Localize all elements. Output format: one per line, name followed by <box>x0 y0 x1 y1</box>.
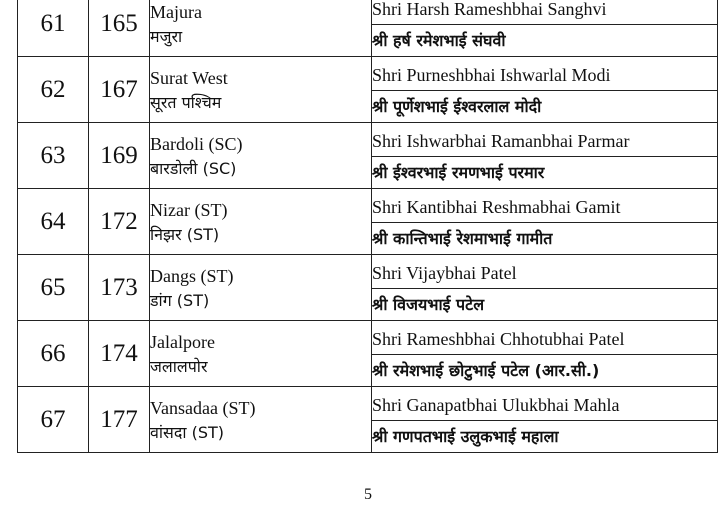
constituency-name-cell <box>150 255 372 321</box>
constituency-name-en: Jalalpore <box>150 331 215 352</box>
candidate-name-en: Shri Kantibhai Reshmabhai Gamit <box>372 196 621 217</box>
candidate-name-hi-cell <box>372 355 718 387</box>
constituency-name-en: Nizar (ST) <box>150 199 228 220</box>
candidate-name-en-cell <box>372 189 718 223</box>
candidate-name-hi: श्री ईश्वरभाई रमणभाई परमार <box>372 162 545 182</box>
constituency-name-cell <box>150 57 372 123</box>
constituency-name-en: Majura <box>150 1 202 22</box>
constituency-name-hi: जलालपोर <box>150 356 208 376</box>
candidate-name-en-cell <box>372 0 718 25</box>
candidate-name-hi: श्री पूर्णेशभाई ईश्वरलाल मोदी <box>372 96 542 116</box>
constituency-name-cell <box>150 0 372 57</box>
candidate-name-hi: श्री कान्तिभाई रेशमाभाई गामीत <box>372 228 553 248</box>
constituency-name-cell <box>150 189 372 255</box>
constituency-number: 173 <box>89 255 150 321</box>
constituency-name-en: Vansadaa (ST) <box>150 397 256 418</box>
serial-number: 61 <box>18 0 89 57</box>
page-number: 5 <box>364 486 372 503</box>
serial-number: 62 <box>18 57 89 123</box>
candidate-table-body <box>18 0 718 453</box>
candidate-name-hi-cell <box>372 421 718 453</box>
candidate-name-en-cell <box>372 321 718 355</box>
candidate-name-en-cell <box>372 123 718 157</box>
serial-number: 66 <box>18 321 89 387</box>
constituency-name-hi: वांसदा (ST) <box>150 422 224 442</box>
constituency-number: 172 <box>89 189 150 255</box>
constituency-name-en: Dangs (ST) <box>150 265 234 286</box>
table-row <box>18 387 718 421</box>
candidate-name-hi-cell <box>372 25 718 57</box>
candidate-name-en: Shri Rameshbhai Chhotubhai Patel <box>372 328 625 349</box>
constituency-name-cell <box>150 387 372 453</box>
candidate-name-en: Shri Harsh Rameshbhai Sanghvi <box>372 0 607 19</box>
candidate-name-en: Shri Vijaybhai Patel <box>372 262 517 283</box>
constituency-name-cell <box>150 321 372 387</box>
candidate-name-en-cell <box>372 387 718 421</box>
constituency-name-hi: सूरत पश्चिम <box>150 92 222 112</box>
constituency-name-hi: बारडोली (SC) <box>150 158 237 178</box>
constituency-name-hi: मजुरा <box>150 26 183 46</box>
candidate-name-hi: श्री रमेशभाई छोटुभाई पटेल (आर.सी.) <box>372 360 600 380</box>
candidate-name-hi: श्री गणपतभाई उलुकभाई महाला <box>372 426 559 446</box>
constituency-name-en: Surat West <box>150 67 228 88</box>
candidate-name-en-cell <box>372 57 718 91</box>
candidate-name-en: Shri Ganapatbhai Ulukbhai Mahla <box>372 394 620 415</box>
candidate-name-hi-cell <box>372 289 718 321</box>
serial-number: 64 <box>18 189 89 255</box>
serial-number: 63 <box>18 123 89 189</box>
table-row <box>18 123 718 157</box>
candidate-name-en: Shri Purneshbhai Ishwarlal Modi <box>372 64 611 85</box>
candidate-name-hi-cell <box>372 157 718 189</box>
serial-number: 65 <box>18 255 89 321</box>
constituency-name-cell <box>150 123 372 189</box>
constituency-name-en: Bardoli (SC) <box>150 133 243 154</box>
candidate-name-hi-cell <box>372 223 718 255</box>
candidate-name-en-cell <box>372 255 718 289</box>
candidate-name-hi-cell <box>372 91 718 123</box>
table-row <box>18 57 718 91</box>
serial-number: 67 <box>18 387 89 453</box>
constituency-number: 177 <box>89 387 150 453</box>
candidate-name-hi: श्री विजयभाई पटेल <box>372 294 485 314</box>
constituency-number: 165 <box>89 0 150 57</box>
table-row <box>18 189 718 223</box>
constituency-number: 174 <box>89 321 150 387</box>
constituency-number: 169 <box>89 123 150 189</box>
constituency-name-hi: डांग (ST) <box>150 290 210 310</box>
table-row <box>18 321 718 355</box>
table-row <box>18 0 718 25</box>
constituency-name-hi: निझर (ST) <box>150 224 220 244</box>
candidate-name-hi: श्री हर्ष रमेशभाई संघवी <box>372 30 506 50</box>
candidate-table <box>17 0 718 453</box>
candidate-name-en: Shri Ishwarbhai Ramanbhai Parmar <box>372 130 630 151</box>
table-row <box>18 255 718 289</box>
constituency-number: 167 <box>89 57 150 123</box>
